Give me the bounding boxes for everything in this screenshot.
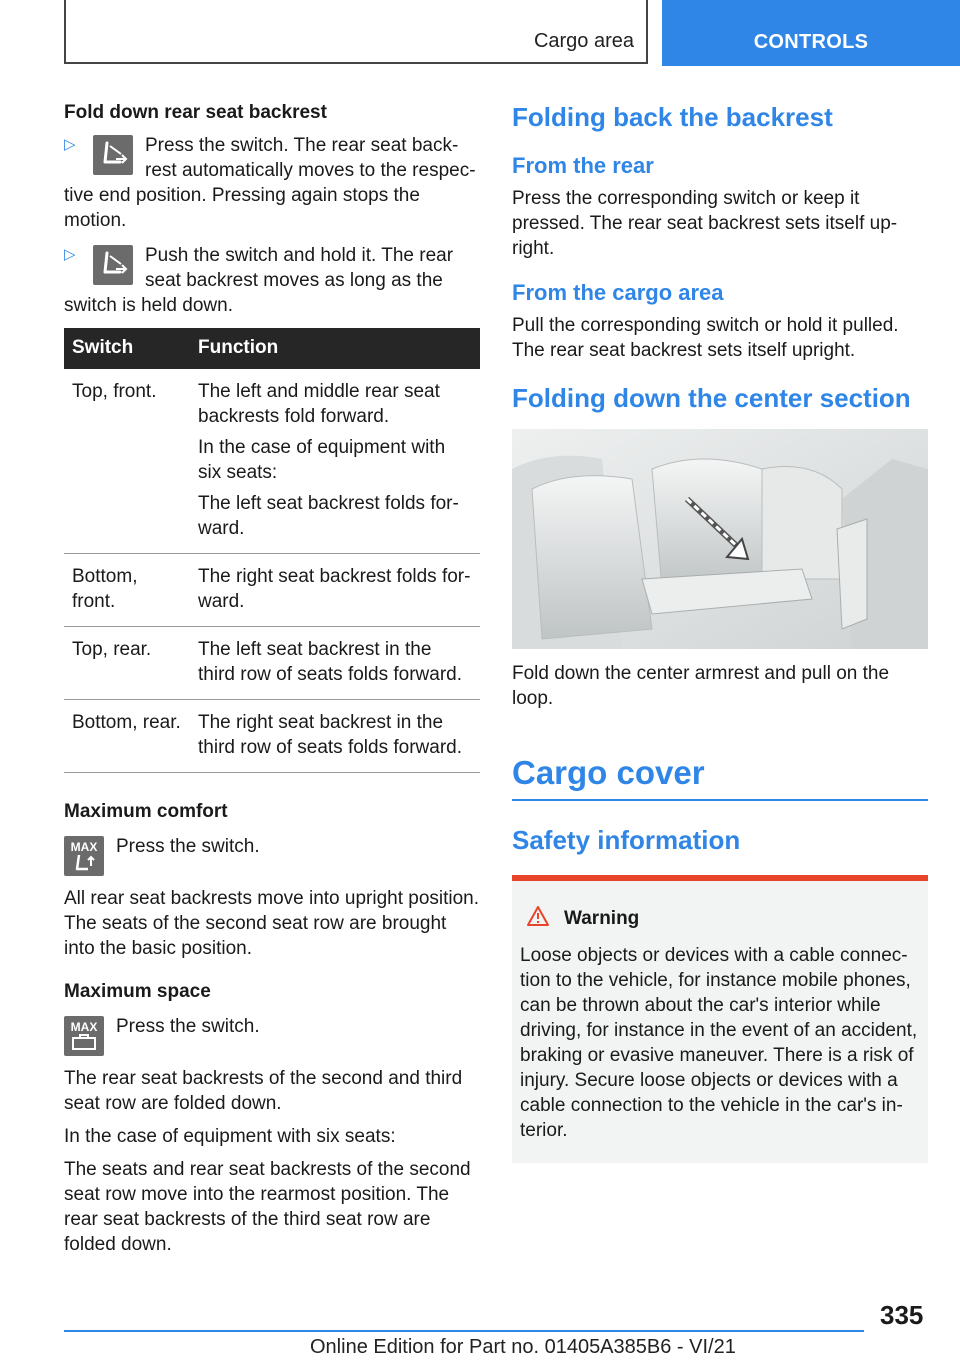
center-section-photo xyxy=(512,429,928,649)
heading-rule xyxy=(512,799,928,801)
table-cell-switch: Bottom, rear. xyxy=(64,700,190,773)
function-text: The left seat backrest in the third row of seats folds forward. xyxy=(198,639,462,685)
max-comfort-heading: Maximum comfort xyxy=(64,801,228,822)
max-comfort-text: All rear seat backrests move into upright position. The seats of the second seat row are brought into the basic position. xyxy=(64,888,480,959)
table-cell-switch: Bottom, front. xyxy=(64,554,190,627)
section-title: Cargo area xyxy=(533,30,634,52)
function-text: The left seat backrest folds for-ward. xyxy=(198,493,459,539)
function-text: The right seat backrest in the third row of seats folds forward. xyxy=(198,712,462,758)
warning-triangle-icon xyxy=(526,905,550,933)
seat-fold-switch-icon xyxy=(93,245,133,285)
step2-line1: Push the switch and hold it. The rear xyxy=(145,245,454,266)
seat-fold-switch-icon xyxy=(93,135,133,175)
warning-box xyxy=(512,875,928,1163)
step2-rest: switch is held down. xyxy=(64,295,233,316)
max-label: MAX xyxy=(70,840,98,854)
step-triangle-icon: ▷ xyxy=(64,136,76,153)
function-text: The right seat backrest folds for-ward. xyxy=(198,566,471,612)
table-cell-function xyxy=(190,627,480,700)
table-header-function: Function xyxy=(198,337,279,358)
from-cargo-heading: From the cargo area xyxy=(512,280,724,305)
footer-edition: Online Edition for Part no. 01405A385B6 - VI/21 xyxy=(310,1336,736,1358)
max-comfort-row xyxy=(64,834,480,876)
max-space-text2: In the case of equipment with six seats: xyxy=(64,1126,396,1147)
fold-down-heading: Fold down rear seat backrest xyxy=(64,102,327,123)
step-hold-switch xyxy=(64,243,480,318)
warning-title: Warning xyxy=(564,908,640,929)
right-column xyxy=(512,100,928,1163)
max-space-text1: The rear seat backrests of the second and third seat row are folded down. xyxy=(64,1068,463,1114)
table-cell-function xyxy=(190,700,480,773)
table-header-row xyxy=(64,328,480,369)
step1-line1: Press the switch. The rear seat back- xyxy=(145,135,459,156)
footer-rule xyxy=(64,1330,864,1332)
max-space-icon xyxy=(64,1016,104,1056)
function-text: The left and middle rear seat backrests fold forward. xyxy=(198,381,440,427)
step-press-switch xyxy=(64,133,480,233)
max-space-heading: Maximum space xyxy=(64,981,211,1002)
from-rear-heading: From the rear xyxy=(512,153,654,178)
max-comfort-press: Press the switch. xyxy=(116,836,260,857)
warning-text: Loose objects or devices with a cable connec-tion to the vehicle, for instance mobile phones, can be thrown about the car's interior while driving, for instance in the event of an accident, braking or evasive maneuver. There is a risk of injury. Secure loose objects or devices with a cable connection to the vehicle in the car's in-terior. xyxy=(520,945,918,1141)
switch-function-table xyxy=(64,328,480,773)
center-section-heading: Folding down the center section xyxy=(512,383,911,413)
table-row xyxy=(64,554,480,627)
table-row xyxy=(64,700,480,773)
from-cargo-text: Pull the corresponding switch or hold it pulled. The rear seat backrest sets itself upright. xyxy=(512,315,899,361)
cargo-cover-heading: Cargo cover xyxy=(512,754,705,791)
max-space-text3: The seats and rear seat backrests of the second seat row move into the rearmost position. The rear seat backrests of the third seat row are folded down. xyxy=(64,1159,471,1255)
step2-line2: seat backrest moves as long as the xyxy=(145,270,443,291)
max-label: MAX xyxy=(70,1020,98,1034)
table-row xyxy=(64,369,480,554)
table-cell-function xyxy=(190,369,480,554)
page-number: 335 xyxy=(880,1300,924,1330)
max-space-press: Press the switch. xyxy=(116,1016,260,1037)
chapter-tab xyxy=(662,0,960,66)
folding-back-heading: Folding back the backrest xyxy=(512,102,833,132)
step1-line2: rest automatically moves to the respec- xyxy=(145,160,476,181)
table-row xyxy=(64,627,480,700)
table-cell-switch: Top, front. xyxy=(64,369,190,554)
table-cell-function xyxy=(190,554,480,627)
max-comfort-icon xyxy=(64,836,104,876)
left-column xyxy=(64,100,480,1257)
function-text: In the case of equipment with six seats: xyxy=(198,437,446,483)
step1-rest: tive end position. Pressing again stops the motion. xyxy=(64,185,420,231)
safety-info-heading: Safety information xyxy=(512,825,741,855)
table-header-switch: Switch xyxy=(72,337,134,358)
chapter-title: CONTROLS xyxy=(753,31,869,53)
center-section-text: Fold down the center armrest and pull on the loop. xyxy=(512,663,890,709)
max-space-row xyxy=(64,1014,480,1056)
step-triangle-icon: ▷ xyxy=(64,246,76,263)
header-section-box xyxy=(64,0,648,64)
table-cell-switch: Top, rear. xyxy=(64,627,190,700)
warning-title-row xyxy=(520,905,920,933)
from-rear-text: Press the corresponding switch or keep it pressed. The rear seat backrest sets itself up-right. xyxy=(512,188,898,259)
